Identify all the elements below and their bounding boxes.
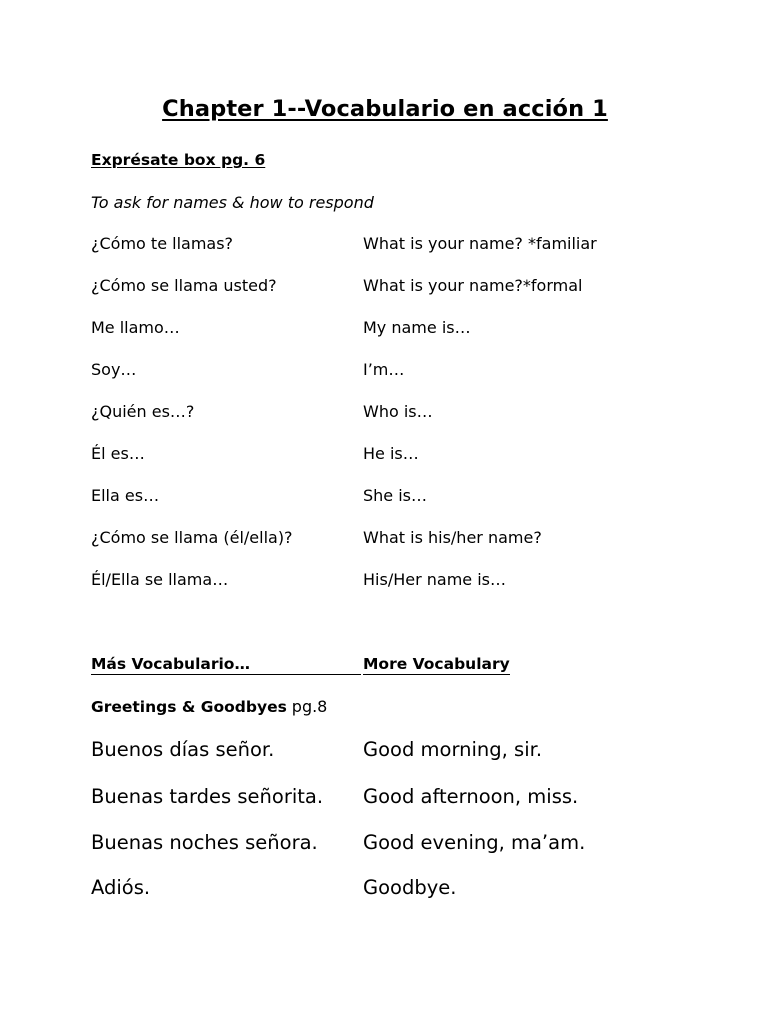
english-translation: What is your name?*formal [363, 276, 583, 295]
spanish-phrase: Buenas tardes señorita. [91, 785, 324, 808]
vocab-row [91, 444, 691, 468]
spanish-phrase: ¿Cómo se llama (él/ella)? [91, 528, 293, 547]
english-column-heading: More Vocabulary [363, 655, 510, 673]
greeting-row [91, 831, 691, 861]
page-title: Chapter 1--Vocabulario en acción 1 [162, 96, 608, 122]
spanish-phrase: Buenas noches señora. [91, 831, 318, 854]
greetings-heading [91, 697, 327, 716]
vocab-row [91, 360, 691, 384]
vocab-row [91, 402, 691, 426]
greetings-page-ref: pg.8 [291, 697, 328, 716]
vocab-row [91, 318, 691, 342]
english-translation: What is your name? *familiar [363, 234, 597, 253]
english-translation: My name is… [363, 318, 471, 337]
section-heading: Exprésate box pg. 6 [91, 151, 266, 169]
greetings-label: Greetings & Goodbyes [91, 698, 287, 716]
greeting-row [91, 785, 691, 815]
english-translation: Goodbye. [363, 876, 457, 899]
vocab-row [91, 570, 691, 594]
spanish-phrase: ¿Cómo te llamas? [91, 234, 234, 253]
english-translation: He is… [363, 444, 419, 463]
vocab-row [91, 528, 691, 552]
spanish-phrase: Me llamo… [91, 318, 180, 337]
english-translation: She is… [363, 486, 428, 505]
english-translation: His/Her name is… [363, 570, 506, 589]
vocab-column-header [91, 654, 521, 678]
english-translation: Good evening, ma’am. [363, 831, 586, 854]
english-translation: What is his/her name? [363, 528, 542, 547]
greeting-row [91, 738, 691, 768]
spanish-phrase: Adiós. [91, 876, 151, 899]
section-subtitle: To ask for names & how to respond [91, 193, 374, 212]
english-translation: Who is… [363, 402, 433, 421]
spanish-phrase: Soy… [91, 360, 137, 379]
vocab-row [91, 234, 691, 258]
spanish-phrase: ¿Quién es…? [91, 402, 195, 421]
spanish-phrase: Él es… [91, 444, 145, 463]
vocab-row [91, 276, 691, 300]
vocab-row [91, 486, 691, 510]
spanish-column-heading: Más Vocabulario… [91, 654, 361, 675]
english-translation: Good afternoon, miss. [363, 785, 579, 808]
spanish-phrase: Él/Ella se llama… [91, 570, 229, 589]
greeting-row [91, 876, 691, 906]
spanish-phrase: Ella es… [91, 486, 160, 505]
english-translation: Good morning, sir. [363, 738, 543, 761]
spanish-phrase: Buenos días señor. [91, 738, 275, 761]
spanish-phrase: ¿Cómo se llama usted? [91, 276, 277, 295]
english-translation: I’m… [363, 360, 405, 379]
